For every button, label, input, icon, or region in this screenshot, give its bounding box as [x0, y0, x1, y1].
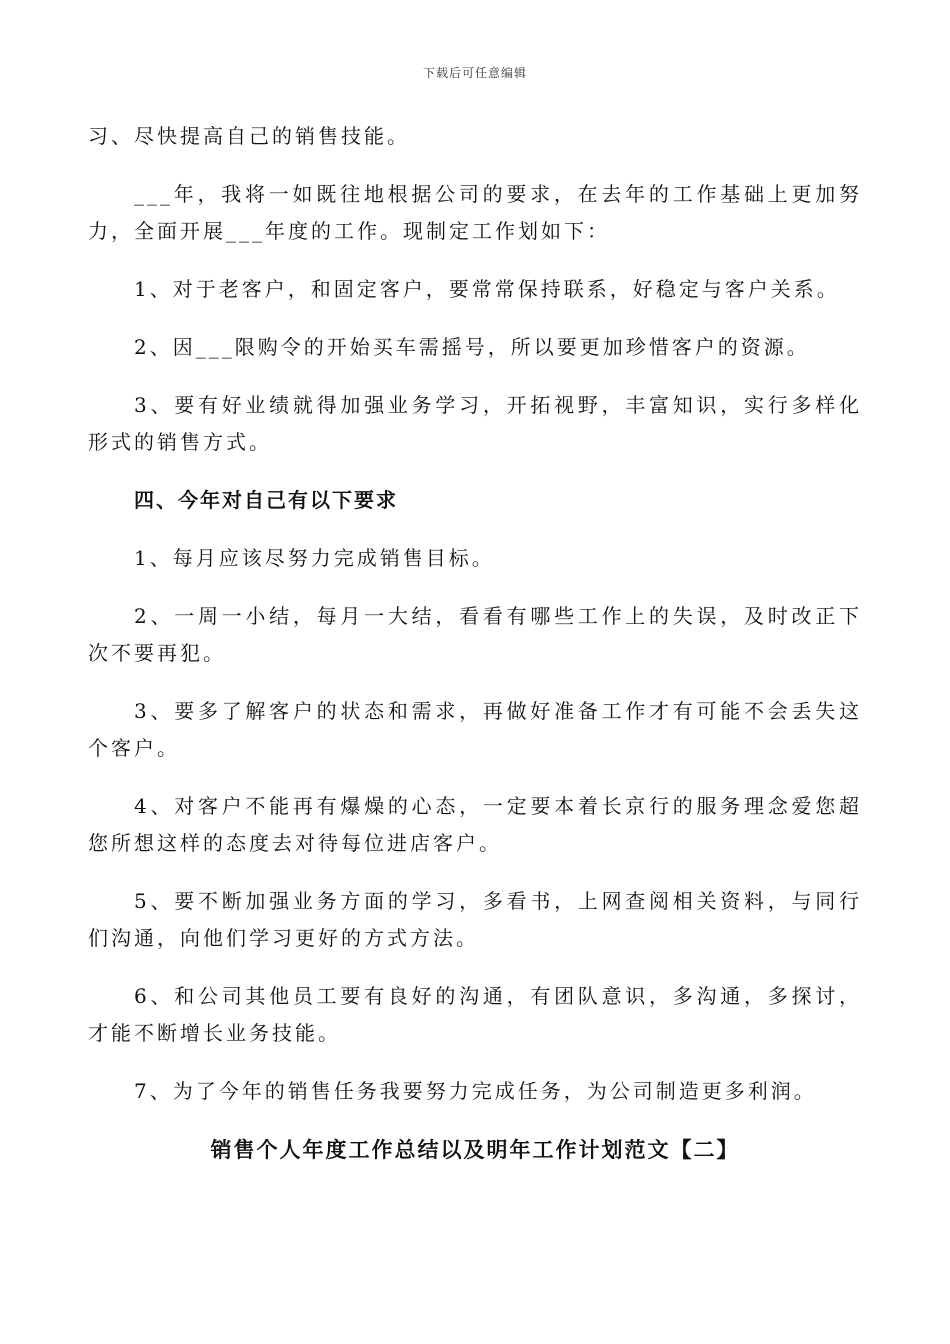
plan-item-3: 3、要有好业绩就得加强业务学习，开拓视野，丰富知识，实行多样化形式的销售方式。 — [88, 393, 862, 454]
requirement-item-6: 6、和公司其他员工要有良好的沟通，有团队意识，多沟通，多探讨，才能不断增长业务技能。 — [88, 984, 862, 1045]
section-title: 销售个人年度工作总结以及明年工作计划范文【二】 — [210, 1137, 740, 1162]
document-body — [88, 118, 862, 1168]
requirement-item-1: 1、每月应该尽努力完成销售目标。 — [134, 546, 495, 570]
requirement-item-7: 7、为了今年的销售任务我要努力完成任务，为公司制造更多利润。 — [134, 1079, 817, 1103]
header-note: 下载后可任意编辑 — [422, 66, 527, 80]
paragraph-plan-intro: ___年，我将一如既往地根据公司的要求，在去年的工作基础上更加努力，全面开展___年度的工作。现制定工作划如下： — [88, 182, 862, 243]
plan-item-2: 2、因___限购令的开始买车需摇号，所以要更加珍惜客户的资源。 — [134, 335, 810, 359]
requirement-item-5: 5、要不断加强业务方面的学习，多看书，上网查阅相关资料，与同行们沟通，向他们学习更好的方式方法。 — [88, 889, 862, 950]
paragraph-continuation: 习、尽快提高自己的销售技能。 — [88, 124, 410, 148]
requirement-item-4: 4、对客户不能再有爆燥的心态，一定要本着长京行的服务理念爱您超您所想这样的态度去对待每位进店客户。 — [88, 794, 862, 855]
requirement-item-3: 3、要多了解客户的状态和需求，再做好准备工作才有可能不会丢失这个客户。 — [88, 699, 862, 760]
plan-item-1: 1、对于老客户，和固定客户，要常常保持联系，好稳定与客户关系。 — [134, 277, 840, 301]
requirement-item-2: 2、一周一小结，每月一大结，看看有哪些工作上的失误，及时改正下次不要再犯。 — [88, 604, 862, 665]
section-heading-4: 四、今年对自己有以下要求 — [134, 488, 398, 512]
